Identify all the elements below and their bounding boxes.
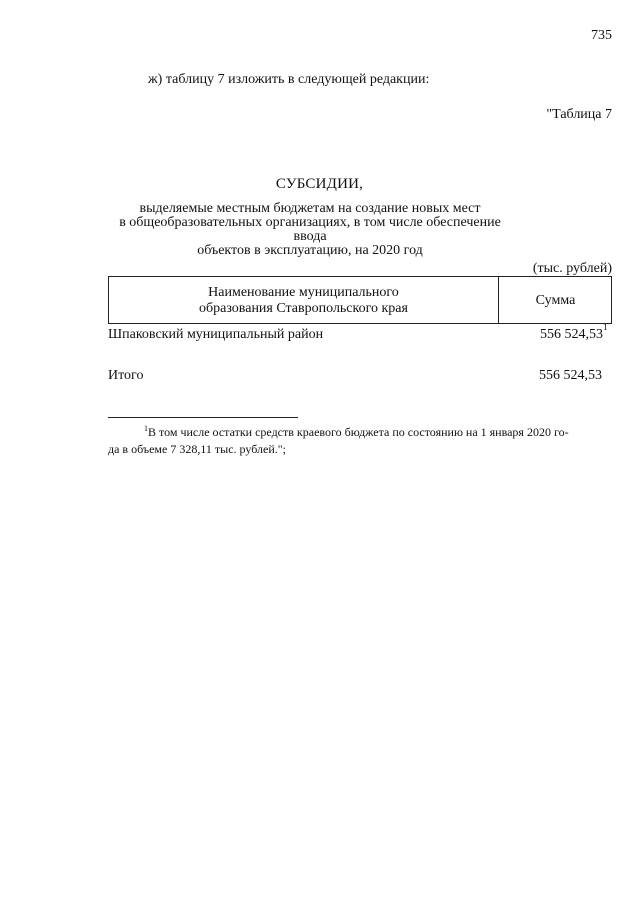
subtitle-line: в общеобразовательных организациях, в том числе обеспечение ввода [119,215,501,244]
table-row-name: Шпаковский муниципальный район [108,327,324,342]
table-reference: "Таблица 7 [546,107,612,122]
subtitle-line: выделяемые местным бюджетам на создание новых мест [139,201,481,216]
table-header [108,276,612,324]
document-subtitle [110,202,510,258]
footnote-reference: 1 [603,322,608,332]
footnote-text: В том числе остатки средств краевого бюджета по состоянию на 1 января 2020 го- [148,425,569,439]
total-sum: 556 524,53 [539,368,602,383]
column-header-name-line: Наименование муниципального [208,285,399,300]
footnote-mark: 1 [144,424,148,433]
column-header-name [109,285,498,317]
total-label: Итого [108,368,144,383]
units-label: (тыс. рублей) [532,261,612,276]
footnote-separator [108,417,298,418]
footnote [108,420,612,458]
subtitle-line: объектов в эксплуатацию, на 2020 год [197,243,423,258]
footnote-line: да в объеме 7 328,11 тыс. рублей."; [108,442,287,456]
document-title: СУБСИДИИ, [275,176,364,192]
table-row-sum: 556 524,53 [540,327,603,342]
instruction-text: ж) таблицу 7 изложить в следующей редакции: [148,72,430,87]
column-header-sum: Сумма [535,293,576,308]
page-number: 735 [591,28,612,43]
footnote-line [108,420,612,441]
column-header-name-line: образования Ставропольского края [199,301,408,316]
